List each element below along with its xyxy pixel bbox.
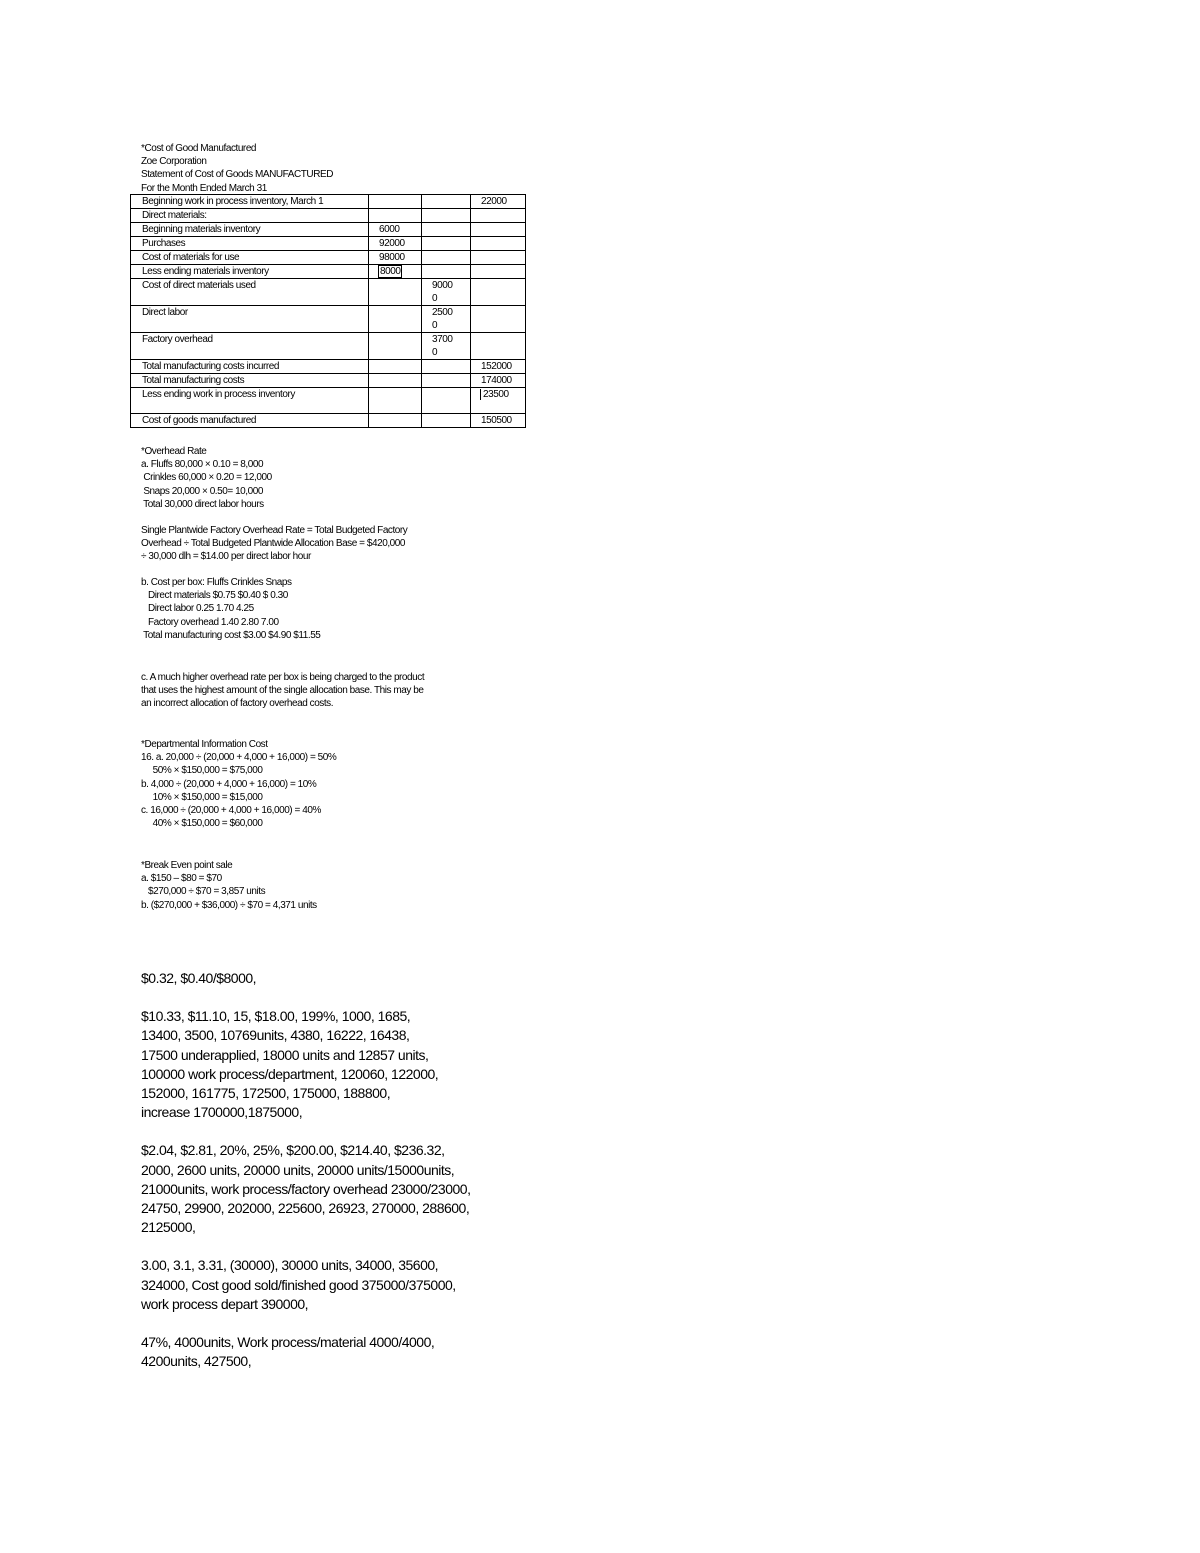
- cell: [422, 333, 471, 360]
- cell-value: 23500: [480, 389, 509, 400]
- table-row: [131, 251, 526, 265]
- text-line: 50% × $150,000 = $75,000: [141, 765, 263, 777]
- cell: [422, 388, 471, 414]
- text-line: Snaps 20,000 × 0.50= 10,000: [141, 485, 263, 497]
- section-title: *Overhead Rate: [141, 446, 207, 457]
- cell: [369, 279, 422, 306]
- text-line: a. $150 – $80 = $70: [141, 873, 222, 885]
- cell: [471, 306, 526, 333]
- row-label: Cost of goods manufactured: [131, 414, 369, 428]
- cell-value: 37000: [432, 334, 453, 358]
- cell: [369, 306, 422, 333]
- cell-value: 98000: [369, 251, 422, 265]
- row-label: Beginning work in process inventory, March 1: [131, 195, 369, 209]
- section-title: *Departmental Information Cost: [141, 739, 268, 750]
- text-line: Direct materials $0.75 $0.40 $ 0.30: [141, 590, 288, 602]
- cell: [369, 209, 422, 223]
- section-title: *Break Even point sale: [141, 860, 233, 871]
- text-line: Single Plantwide Factory Overhead Rate = Total Budgeted Factory: [141, 525, 408, 536]
- row-label: Cost of direct materials used: [131, 279, 369, 306]
- answer-paragraph: $2.04, $2.81, 20%, 25%, $200.00, $214.40, $236.32, 2000, 2600 units, 20000 units, 20000 units/15000units, 21000units, work process/factory overhead 23000/23000, 24750, 29900, 202000, 225600, 26923, 270000, 288600, 2125000,: [141, 1142, 471, 1236]
- table-row: [131, 237, 526, 251]
- cell: [369, 333, 422, 360]
- table-row: [131, 360, 526, 374]
- cell-value: 8000: [380, 266, 401, 277]
- table-row: [131, 279, 526, 306]
- cell-value: 152000: [471, 360, 526, 374]
- departmental-information-section: [141, 738, 601, 830]
- row-label: Less ending work in process inventory: [131, 388, 369, 414]
- break-even-section: [141, 859, 601, 912]
- text-line: 16. a. 20,000 ÷ (20,000 + 4,000 + 16,000) = 50%: [141, 752, 337, 764]
- statement-header: [141, 142, 601, 195]
- cell: [369, 195, 422, 209]
- cell: [422, 265, 471, 279]
- cell-value: 90000: [432, 280, 453, 304]
- cell: [422, 223, 471, 237]
- text-line: Crinkles 60,000 × 0.20 = 12,000: [141, 472, 272, 484]
- row-label: Total manufacturing costs: [131, 374, 369, 388]
- text-line: Total manufacturing cost $3.00 $4.90 $11.55: [141, 629, 321, 641]
- text-line: Overhead ÷ Total Budgeted Plantwide Allocation Base = $420,000: [141, 538, 405, 550]
- row-label: Beginning materials inventory: [131, 223, 369, 237]
- row-label: Direct labor: [131, 306, 369, 333]
- table-row: [131, 223, 526, 237]
- cell: [471, 333, 526, 360]
- cell-value: 22000: [471, 195, 526, 209]
- cell-value: 174000: [471, 374, 526, 388]
- single-plantwide-rate: [141, 524, 601, 564]
- cell-value: 25000: [432, 307, 453, 331]
- row-label: Factory overhead: [131, 333, 369, 360]
- table-row: [131, 414, 526, 428]
- text-line: ÷ 30,000 dlh = $14.00 per direct labor hour: [141, 551, 311, 563]
- text-line: b. ($270,000 + $36,000) ÷ $70 = 4,371 units: [141, 899, 317, 911]
- text-line: b. 4,000 ÷ (20,000 + 4,000 + 16,000) = 10%: [141, 778, 317, 790]
- cell: [422, 306, 471, 333]
- row-label: Cost of materials for use: [131, 251, 369, 265]
- cell: [422, 360, 471, 374]
- cell-value: 150500: [471, 414, 526, 428]
- text-line: c. A much higher overhead rate per box is being charged to the product: [141, 672, 425, 683]
- row-label: Less ending materials inventory: [131, 265, 369, 279]
- cell: [369, 374, 422, 388]
- cell-value: 92000: [369, 237, 422, 251]
- text-line: $270,000 ÷ $70 = 3,857 units: [141, 886, 266, 898]
- cell: [422, 279, 471, 306]
- answer-paragraph: 47%, 4000units, Work process/material 4000/4000, 4200units, 427500,: [141, 1334, 435, 1370]
- text-line: Factory overhead 1.40 2.80 7.00: [141, 616, 279, 628]
- row-label: Direct materials:: [131, 209, 369, 223]
- text-line: an incorrect allocation of factory overhead costs.: [141, 698, 334, 710]
- cell: [471, 279, 526, 306]
- cell: [422, 237, 471, 251]
- row-label: Purchases: [131, 237, 369, 251]
- cell: [422, 195, 471, 209]
- text-line: b. Cost per box: Fluffs Crinkles Snaps: [141, 577, 292, 588]
- table-row: [131, 209, 526, 223]
- overhead-rate-section: [141, 445, 601, 511]
- cell: [369, 414, 422, 428]
- cost-per-box: [141, 576, 601, 642]
- cell: [471, 265, 526, 279]
- table-row: [131, 195, 526, 209]
- cell: [471, 237, 526, 251]
- text-line: Total 30,000 direct labor hours: [141, 498, 264, 510]
- text-line: a. Fluffs 80,000 × 0.10 = 8,000: [141, 459, 264, 471]
- statement-title: Statement of Cost of Goods MANUFACTURED: [141, 169, 333, 181]
- text-line: 40% × $150,000 = $60,000: [141, 818, 263, 830]
- table-row: [131, 388, 526, 414]
- section-title: *Cost of Good Manufactured: [141, 143, 257, 154]
- cell: [422, 251, 471, 265]
- cell: [422, 414, 471, 428]
- cell-value: 6000: [369, 223, 422, 237]
- part-c-explanation: [141, 671, 601, 711]
- cell: [471, 223, 526, 237]
- cell: [369, 388, 422, 414]
- answer-paragraph: 3.00, 3.1, 3.31, (30000), 30000 units, 34000, 35600, 324000, Cost good sold/finished good 375000/375000, work process depart 390000,: [141, 1257, 456, 1312]
- table-row: [131, 333, 526, 360]
- row-label: Total manufacturing costs incurred: [131, 360, 369, 374]
- cell: [471, 209, 526, 223]
- answer-paragraph: $10.33, $11.10, 15, $18.00, 199%, 1000, 1685, 13400, 3500, 10769units, 4380, 16222, 16438, 17500 underapplied, 18000 units and 12857 units, 100000 work process/department, 120060, 122000, 152000, 161775, 172500, 175000, 188800, increase 1700000,1875000,: [141, 1008, 439, 1121]
- table-row: [131, 306, 526, 333]
- text-line: c. 16,000 ÷ (20,000 + 4,000 + 16,000) = 40%: [141, 805, 321, 817]
- table-row: [131, 374, 526, 388]
- statement-period: For the Month Ended March 31: [141, 182, 267, 194]
- company-name: Zoe Corporation: [141, 156, 207, 168]
- answer-key: [141, 969, 701, 1390]
- cell: [471, 251, 526, 265]
- cogm-statement-table: [130, 194, 526, 428]
- cell: [369, 360, 422, 374]
- text-line: 10% × $150,000 = $15,000: [141, 791, 263, 803]
- text-line: that uses the highest amount of the single allocation base. This may be: [141, 685, 424, 697]
- cell: [471, 388, 526, 414]
- table-row: [131, 265, 526, 279]
- cell: [369, 265, 422, 279]
- text-line: Direct labor 0.25 1.70 4.25: [141, 603, 254, 615]
- answer-paragraph: $0.32, $0.40/$8000,: [141, 970, 257, 986]
- cell: [422, 374, 471, 388]
- cell: [422, 209, 471, 223]
